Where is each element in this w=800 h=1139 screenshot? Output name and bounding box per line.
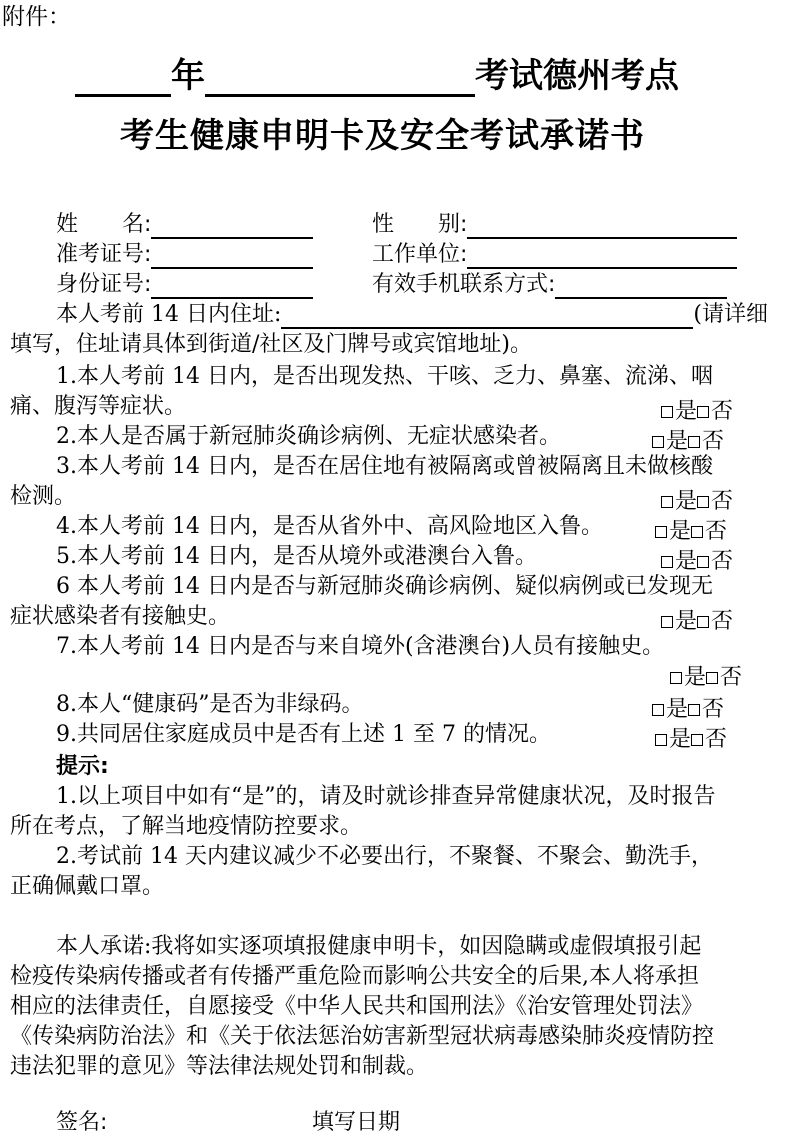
q2-yes-checkbox[interactable] — [652, 436, 664, 448]
signature-label: 签名: — [56, 1110, 108, 1135]
year-blank[interactable] — [75, 54, 171, 97]
exam-name-blank[interactable] — [205, 54, 475, 97]
q5-yes-checkbox[interactable] — [661, 556, 673, 568]
commitment-line-3: 相应的法律责任，自愿接受《中华人民共和国刑法》《治安管理处罚法》 — [10, 994, 704, 1019]
page-title: 考生健康申明卡及安全考试承诺书 — [120, 116, 645, 156]
question-3-line-1: 3.本人考前 14 日内，是否在居住地有被隔离或曾被隔离且未做核酸 — [56, 454, 713, 479]
question-4: 4.本人考前 14 日内，是否从省外中、高风险地区入鲁。 — [56, 514, 603, 539]
address-input[interactable] — [281, 301, 693, 329]
tip-2-line-2: 正确佩戴口罩。 — [10, 874, 165, 899]
year-char: 年 — [171, 56, 205, 96]
question-1-options: 是 否 — [661, 394, 733, 425]
q3-yes-checkbox[interactable] — [661, 496, 673, 508]
question-7: 7.本人考前 14 日内是否与来自境外(含港澳台)人员有接触史。 — [56, 634, 665, 659]
q9-yes-checkbox[interactable] — [655, 734, 667, 746]
question-2-options: 是 否 — [652, 424, 724, 455]
q9-no-checkbox[interactable] — [691, 734, 703, 746]
q7-no-checkbox[interactable] — [706, 672, 718, 684]
gender-input[interactable] — [467, 211, 737, 239]
question-4-options: 是 否 — [655, 514, 727, 545]
question-8-options: 是 否 — [652, 692, 724, 723]
question-5-options: 是 否 — [661, 544, 733, 575]
question-2: 2.本人是否属于新冠肺炎确诊病例、无症状感染者。 — [56, 424, 561, 449]
exam-no-label: 准考证号: — [56, 242, 152, 267]
attachment-label: 附件： — [2, 4, 71, 30]
question-8: 8.本人“健康码”是否为非绿码。 — [56, 692, 364, 717]
question-9: 9.共同居住家庭成员中是否有上述 1 至 7 的情况。 — [56, 722, 551, 747]
commitment-line-2: 检疫传染病传播或者有传播严重危险而影响公共安全的后果,本人将承担 — [10, 964, 699, 989]
commitment-line-1: 本人承诺:我将如实逐项填报健康申明卡，如因隐瞒或虚假填报引起 — [56, 934, 702, 959]
id-no-input[interactable] — [151, 271, 313, 299]
q3-no-checkbox[interactable] — [697, 496, 709, 508]
address-note-1: (请详细 — [693, 302, 768, 327]
q6-no-checkbox[interactable] — [697, 616, 709, 628]
q2-no-checkbox[interactable] — [688, 436, 700, 448]
question-6-line-2: 症状感染者有接触史。 — [10, 604, 231, 629]
gender-field — [372, 210, 737, 239]
question-7-options: 是 否 — [670, 660, 742, 691]
tip-1-line-2: 所在考点，了解当地疫情防控要求。 — [10, 814, 363, 839]
phone-label: 有效手机联系方式: — [372, 272, 556, 297]
q4-no-checkbox[interactable] — [691, 526, 703, 538]
name-input[interactable] — [151, 211, 313, 239]
question-1-line-2: 痛、腹泻等症状。 — [10, 394, 187, 419]
exam-no-input[interactable] — [151, 241, 313, 269]
commitment-line-4: 《传染病防治法》和《关于依法惩治妨害新型冠状病毒感染肺炎疫情防控 — [10, 1024, 715, 1049]
date-label: 填写日期 — [312, 1110, 401, 1135]
id-no-label: 身份证号: — [56, 272, 152, 297]
q8-yes-checkbox[interactable] — [652, 704, 664, 716]
work-unit-input[interactable] — [467, 241, 737, 269]
q8-no-checkbox[interactable] — [688, 704, 700, 716]
question-6-line-1: 6 本人考前 14 日内是否与新冠肺炎确诊病例、疑似病例或已发现无 — [56, 574, 713, 599]
commitment-line-5: 违法犯罪的意见》等法律法规处罚和制裁。 — [10, 1054, 429, 1079]
question-3-options: 是 否 — [661, 484, 733, 515]
name-label: 姓 名: — [56, 212, 152, 237]
address-label: 本人考前 14 日内住址: — [56, 302, 282, 327]
question-1-line-1: 1.本人考前 14 日内，是否出现发热、干咳、乏力、鼻塞、流涕、咽 — [56, 364, 713, 389]
exam-no-field — [56, 240, 313, 269]
id-no-field — [56, 270, 313, 299]
phone-input[interactable] — [555, 271, 727, 299]
name-field — [56, 210, 313, 239]
q4-yes-checkbox[interactable] — [655, 526, 667, 538]
q7-yes-checkbox[interactable] — [670, 672, 682, 684]
tip-1-line-1: 1.以上项目中如有“是”的，请及时就诊排查异常健康状况，及时报告 — [56, 784, 716, 809]
q6-yes-checkbox[interactable] — [661, 616, 673, 628]
address-note-2: 填写，住址请具体到街道/社区及门牌号或宾馆地址)。 — [10, 332, 532, 357]
phone-field — [372, 270, 727, 299]
work-unit-label: 工作单位: — [372, 242, 468, 267]
question-5: 5.本人考前 14 日内，是否从境外或港澳台入鲁。 — [56, 544, 537, 569]
work-unit-field — [372, 240, 737, 269]
tips-heading: 提示: — [56, 754, 109, 779]
q1-yes-checkbox[interactable] — [661, 406, 673, 418]
q1-no-checkbox[interactable] — [697, 406, 709, 418]
title-line-1 — [75, 48, 679, 100]
question-3-line-2: 检测。 — [10, 484, 77, 509]
question-6-options: 是 否 — [661, 604, 733, 635]
address-field — [56, 300, 768, 329]
gender-label: 性 别: — [372, 212, 468, 237]
q5-no-checkbox[interactable] — [697, 556, 709, 568]
question-9-options: 是 否 — [655, 722, 727, 753]
tip-2-line-1: 2.考试前 14 天内建议减少不必要出行，不聚餐、不聚会、勤洗手， — [56, 844, 713, 869]
title-suffix: 考试德州考点 — [475, 56, 679, 96]
